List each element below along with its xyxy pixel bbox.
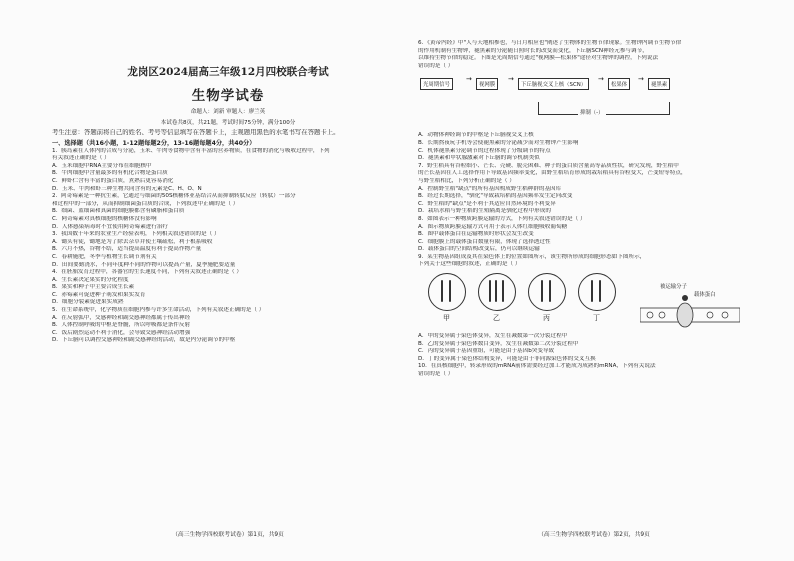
question-line: D．玉米、牛肉和虾三种生物共同含有的元素是C、H、O、N [52,185,202,192]
left-question-text [52,148,404,345]
question-line: A．控制野生稻"缺点"的所有基因构成野生稻种群的基因库 [418,185,562,192]
question-line: 7．野生稻具有谷粒细小、芒长、壳硬、脱壳困难、种子的蛋白质含量高等品质性状，研究发现，野生稻中 [418,162,679,169]
question-line: C．丙的变异属于基因重组，可能是由于基因b突变导致 [418,348,555,355]
question-line: 的芒长基因在人工选择作用下导致基因频率变化，由野生稻培育形成的栽培稻具有谷粒变大，芒变短等特点， [418,170,687,177]
question-line: 和过程中的一部分，从而抑制细菌蛋白质的合成，下列叙述中正确的是（ ） [52,200,239,207]
melatonin-box: 褪黑素 [648,78,670,90]
question-line: D．下丘脑可以调控交感神经和副交感神经的活动，故是内分泌调节的中枢 [52,337,236,344]
question-line: 错误的是（ ） [418,371,454,378]
question-line: D．田间要勤浇水，不同年度种不同的作物可以提高产量，夏季施肥要适量 [52,261,236,268]
question-line: 错误的是（ ） [418,62,454,69]
cell-label: 乙 [493,314,500,323]
question-line: D．细胞分裂素促进果实成熟 [52,299,124,306]
q6-text [418,40,770,70]
q7-q8-text [418,132,770,254]
question-line: A．图示物质跨膜运输方式可用于表示人体红细胞吸收葡萄糖 [418,223,568,230]
exam-title: 龙岗区2024届高三年级12月四校联合考试 [127,66,329,78]
cell-label: 丁 [593,314,600,323]
question-line: 以维持生物节律的稳定。下图是光周期信号通过"视网膜—松果体"途径对生物钟的调控，下列说法 [418,55,659,62]
question-line: D．栽培水稻与野生稻的生殖隔离是驯化过程中形成的 [418,208,551,215]
signal-box: 光周期信号 [420,78,453,90]
pineal-box: 松果体 [608,78,630,90]
subject-title: 生物学试卷 [191,88,265,104]
question-line: 3．我国数千年来的农业生产经验表明，下列相关叙述错误的是（ ） [52,231,220,238]
exam-info: 本试卷共8页，共21题，考试时间75分钟，满分100分 [160,120,296,126]
question-line: B．牛肉细胞中含量最多的有机化合物是蛋白质 [52,170,168,177]
question-line: 6．《黄帝内经》中"人与天地相参也，与日月相应也"阐述了生物体的生物节律现象。生物钟内调节生物节律 [418,40,682,46]
section-title: 一、选择题（共16小题，1-12题每题2分，13-16题每题4分，共40分） [52,139,256,147]
question-line: A．玉米细胞中RNA主要分布在细胞核中 [52,162,152,169]
question-line: 1．胰岛素在人体内的合成与分泌，玉米、牛肉等食物中含有丰富的营养物质，在食物的消化与吸收过程中，下列 [52,147,330,154]
question-line: A．在反射弧中，交感神经和副交感神经都属于传出神经 [52,314,191,321]
question-line: 10．在真核细胞中，转录形成的mRNA前体需要经过加工才能成为成熟的mRNA，下列有关说法 [418,363,656,370]
page-footer: （高三生物学四校联考试卷）第1页，共9页 [172,532,284,538]
membrane-transport-figure [640,290,740,340]
retina-box: 视网膜 [476,78,498,90]
q9-text [418,254,770,269]
arrow-icon: → [638,75,644,84]
inhibit-label: 抑制（-） [580,110,604,117]
question-line: B．长期熬夜玩手机等会使褪黑素的分泌减少而对生物钟产生影响 [418,139,579,146]
authors: 命题人：刘新 审题人：廖兰英 [190,109,266,115]
question-line: B．人体控制呼吸的中枢是脊髓，所以呼吸都是条件反射 [52,322,191,329]
arrow-icon: → [598,75,604,84]
scn-box: 下丘脑视交叉上核（SCN） [518,78,589,90]
question-line: B．经过长期选择，"驯化"导致栽培稻的基因频率发生定向改变 [418,193,573,200]
question-line: D．载体蛋白的空间结构改变后，仍可以继续运输 [418,246,540,253]
cell-bing [528,273,566,311]
arrow-icon: → [508,75,514,84]
question-line: D．褪黑素和甲状腺激素对下丘脑的调节机制类似 [418,155,540,162]
right-page [418,40,770,538]
question-line: D．人体感染病毒时不宜使用阿奇霉素进行治疗 [52,223,169,230]
question-line: 有关叙述正确的是（ ） [52,155,110,162]
light-signal-diagram [418,72,770,130]
question-line: C．饭后剧烈运动不利于消化，会导致交感神经活动增强 [52,329,191,336]
question-line: C．野生稻的"缺点"是不利于其适应自然环境的不利变异 [418,200,556,207]
question-line: 与野生稻相比，下列分析正确的是（ ） [418,177,515,184]
question-line: B．六月不热，谷物不结，适当提高温度有利于提高作物产量 [52,246,202,253]
cell-yi [478,273,516,311]
question-line: C．机体褪黑素分泌调节的过程体现了分级调节的特点 [418,147,551,154]
cell-jia [428,273,466,311]
question-line: C．赤霉素可促进种子萌发和果实发育 [52,291,146,298]
question-line: A．动物体神经调节的中枢是下丘脑视交叉上核 [418,132,534,139]
question-line: C．春耕施肥，冬季与植物生长调节剂有关 [52,253,157,260]
question-line: B．乙的变异属于染色体数目变异，发生在减数第二次分裂过程中 [418,340,579,347]
question-line: D．丁的变异属于染色体结构变异，可能是由于非同源染色体的交叉互换 [418,355,596,362]
substance-label: 被运输分子 [660,284,687,290]
carrier-label: 载体蛋白 [694,292,716,298]
question-line: B．果实和种子中主要合成生长素 [52,284,135,291]
page-footer: （高三生物学四校联考试卷）第2页，共9页 [538,532,650,538]
question-line: B．细菌、蓝细菌和真菌的细胞膜都含有磷脂和蛋白质 [52,208,185,215]
question-line: 5．在生命系统中，化学物质在细胞内参与许多生命活动，下列有关叙述正确的是（ ） [52,307,265,314]
question-line: A．生长素决定果实的分化程度 [52,276,129,283]
question-line: 下列关于这些细胞的叙述，正确的是（ ） [418,261,521,268]
notice: 考生注意：答题前将自己的姓名、考号等信息填写在答题卡上，主观题用黑色的水笔书写在答题卡上。 [52,129,340,136]
question-line: C．细胞膜上的载体蛋白数量有限，体现了选择透过性 [418,238,551,245]
question-line: C．阿奇霉素对真核细胞的核糖体没有影响 [52,215,157,222]
question-line: 9．某生物基因组成及其在染色体上的位置如图所示，该生物所形成的细胞形态如下图所示， [418,253,646,260]
question-line: 的作用机制有生物钟，褪黑素的分泌随日照时长的改变而变化，下丘脑SCN神经元参与调节， [418,47,648,54]
arrow-icon: → [466,75,472,84]
question-line: A．甲的变异属于染色体变异，发生在减数第一次分裂过程中 [418,333,568,340]
question-line: C．鲜虾仁含有丰富的蛋白质，煮熟后更容易消化 [52,177,174,184]
cell-label: 丙 [543,314,550,323]
cell-label: 甲 [443,314,450,323]
left-page [52,40,404,538]
question-line: 4．在胚胎发育过程中，各器官的生长速度不同，下列有关叙述正确的是（ ） [52,269,242,276]
question-line: 8．如图表示一种物质跨膜运输的方式，下列有关叙述错误的是（ ） [418,215,586,222]
cell-ding [578,273,616,311]
question-line: 2．阿奇霉素是一种抗生素，它通过与细菌的50S核糖体亚基结合从而抑制转肽反应（转肽）一部分 [52,193,296,200]
question-line: A．锄头有徒，锄地是为了除去杂草并使土壤疏松，利于根系吸收 [52,238,213,245]
question-line: B．图中载体蛋白在运输物质时形状会发生改变 [418,231,534,238]
